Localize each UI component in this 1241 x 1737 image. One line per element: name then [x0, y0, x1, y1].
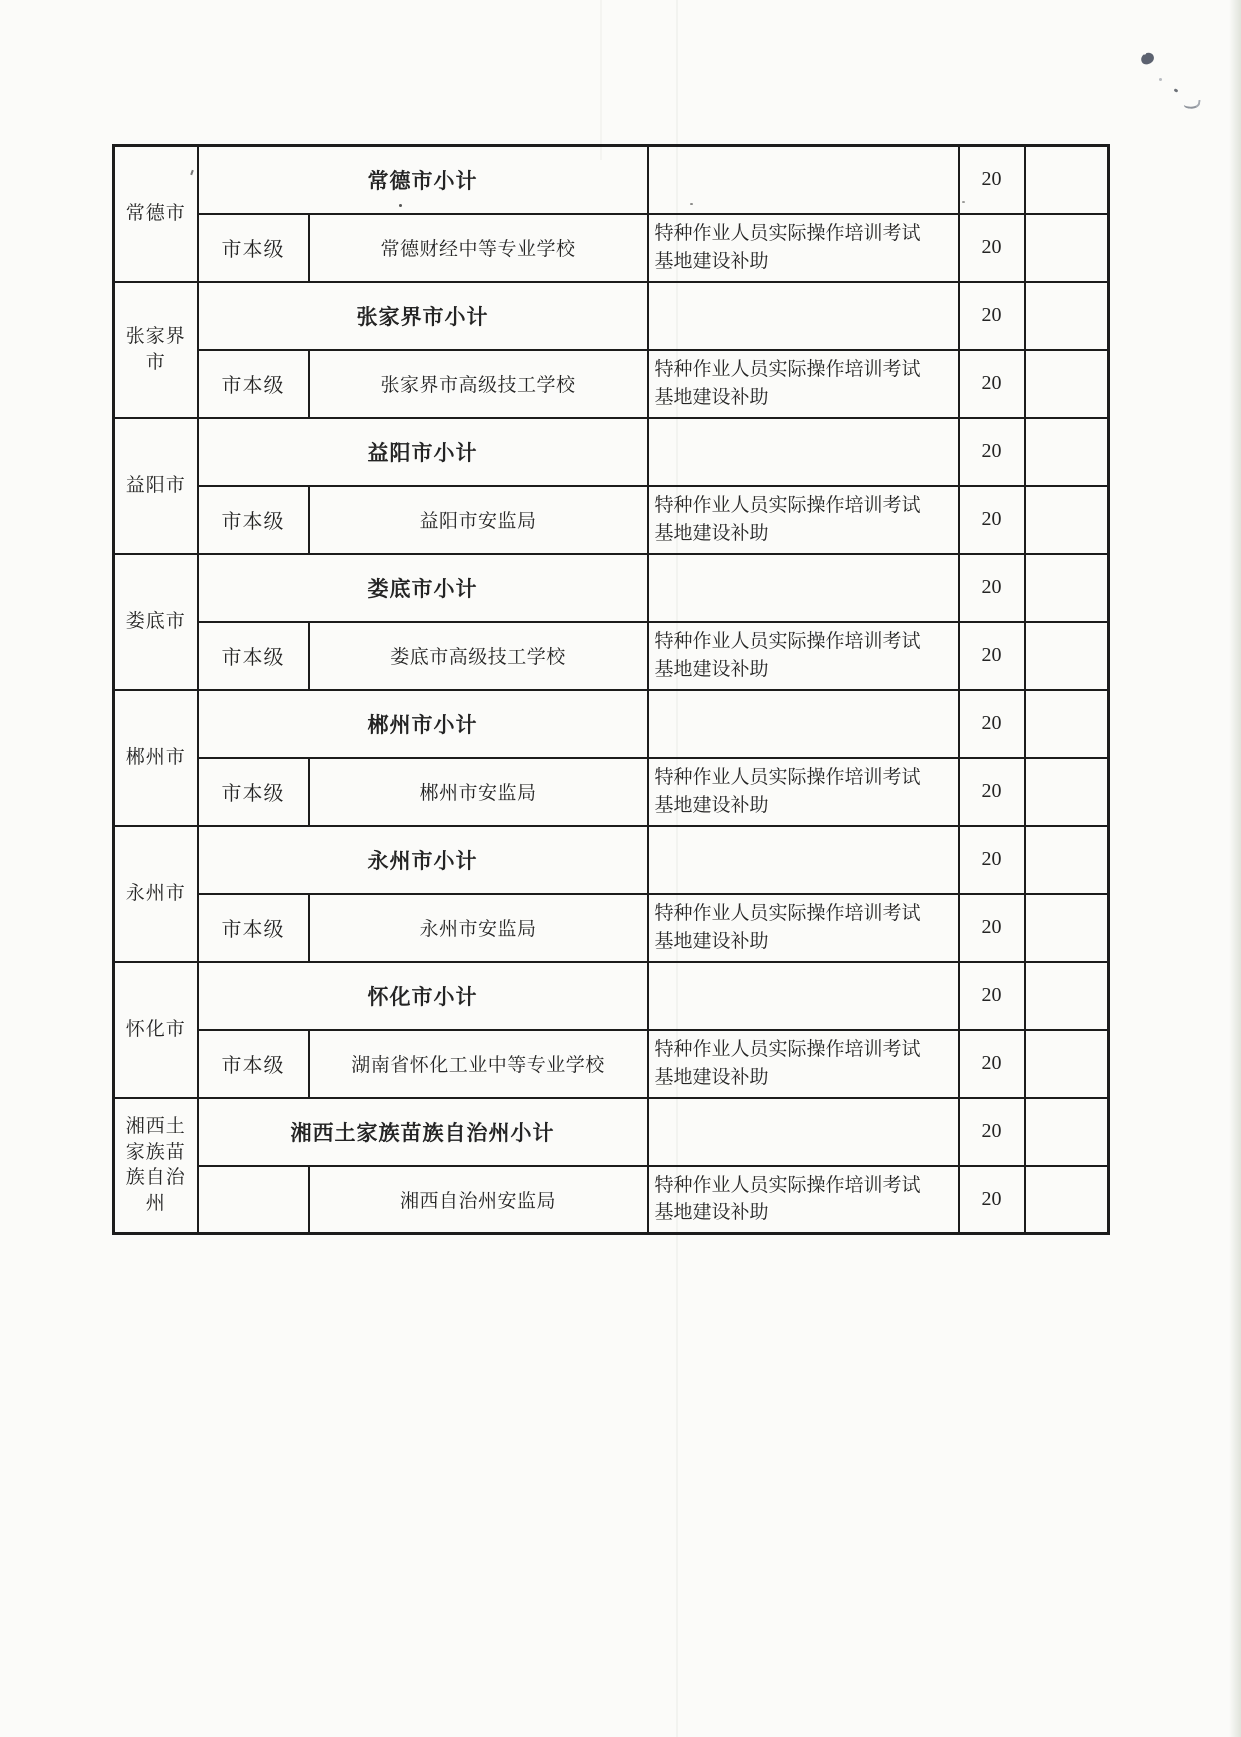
project-cell-empty: [648, 826, 959, 894]
empty-cell: [1025, 962, 1109, 1030]
city-name-cell: 湘西土家族苗族自治州: [114, 1098, 198, 1234]
detail-row: [114, 214, 1109, 282]
amount-cell: 20: [959, 486, 1025, 554]
project-description-cell: [648, 894, 959, 962]
detail-row: [114, 894, 1109, 962]
city-subtotal-label-cell: 永州市小计: [198, 826, 648, 894]
city-subtotal-label-cell: 益阳市小计: [198, 418, 648, 486]
project-cell-empty: [648, 418, 959, 486]
detail-row: [114, 1166, 1109, 1234]
empty-cell: [1025, 1166, 1109, 1234]
institution-cell: 湖南省怀化工业中等专业学校: [309, 1030, 648, 1098]
project-line-1: 特种作业人员实际操作培训考试: [654, 222, 921, 244]
empty-cell: [1025, 826, 1109, 894]
subtotal-row: [114, 690, 1109, 758]
institution-cell: 娄底市高级技工学校: [309, 622, 648, 690]
institution-cell: 郴州市安监局: [309, 758, 648, 826]
city-subtotal-label-cell: 怀化市小计: [198, 962, 648, 1030]
empty-cell: [1025, 214, 1109, 282]
project-description-cell: [648, 350, 959, 418]
project-line-2: 基地建设补助: [654, 930, 769, 952]
subtotal-row: [114, 282, 1109, 350]
subtotal-amount-cell: 20: [959, 554, 1025, 622]
city-subtotal-label-cell: 常德市小计: [198, 146, 648, 214]
subtotal-amount-cell: 20: [959, 826, 1025, 894]
institution-cell: 永州市安监局: [309, 894, 648, 962]
project-line-1: 特种作业人员实际操作培训考试: [654, 766, 921, 788]
subtotal-row: [114, 554, 1109, 622]
city-name-cell: 益阳市: [114, 418, 198, 554]
scan-edge-shadow: [1229, 0, 1241, 1737]
budget-level-cell: 市本级: [198, 894, 309, 962]
empty-cell: [1025, 758, 1109, 826]
project-cell-empty: [648, 146, 959, 214]
project-line-2: 基地建设补助: [654, 522, 769, 544]
allocation-table: [112, 144, 1110, 1235]
detail-row: [114, 1030, 1109, 1098]
empty-cell: [1025, 418, 1109, 486]
empty-cell: [1025, 894, 1109, 962]
amount-cell: 20: [959, 622, 1025, 690]
empty-cell: [1025, 1030, 1109, 1098]
subtotal-amount-cell: 20: [959, 146, 1025, 214]
empty-cell: [1025, 486, 1109, 554]
project-cell-empty: [648, 282, 959, 350]
ink-speck: [1159, 78, 1162, 81]
institution-cell: 湘西自治州安监局: [309, 1166, 648, 1234]
empty-cell: [1025, 1098, 1109, 1166]
amount-cell: 20: [959, 214, 1025, 282]
project-cell-empty: [648, 554, 959, 622]
budget-level-cell: 市本级: [198, 486, 309, 554]
city-name-cell: 张家界市: [114, 282, 198, 418]
project-line-1: 特种作业人员实际操作培训考试: [654, 630, 921, 652]
amount-cell: 20: [959, 350, 1025, 418]
institution-cell: 张家界市高级技工学校: [309, 350, 648, 418]
ink-speck: [1140, 51, 1156, 65]
budget-level-cell: [198, 1166, 309, 1234]
project-description-cell: [648, 758, 959, 826]
city-subtotal-label-cell: 娄底市小计: [198, 554, 648, 622]
subtotal-row: [114, 146, 1109, 214]
budget-level-cell: 市本级: [198, 758, 309, 826]
project-cell-empty: [648, 962, 959, 1030]
subtotal-row: [114, 826, 1109, 894]
amount-cell: 20: [959, 1030, 1025, 1098]
project-description-cell: [648, 622, 959, 690]
subtotal-row: [114, 1098, 1109, 1166]
subtotal-amount-cell: 20: [959, 690, 1025, 758]
empty-cell: [1025, 690, 1109, 758]
institution-cell: 益阳市安监局: [309, 486, 648, 554]
subtotal-amount-cell: 20: [959, 962, 1025, 1030]
budget-level-cell: 市本级: [198, 214, 309, 282]
empty-cell: [1025, 350, 1109, 418]
city-subtotal-label-cell: 郴州市小计: [198, 690, 648, 758]
fold-crease-line: [600, 0, 602, 160]
subtotal-amount-cell: 20: [959, 418, 1025, 486]
project-line-2: 基地建设补助: [654, 386, 769, 408]
detail-row: [114, 350, 1109, 418]
subtotal-amount-cell: 20: [959, 1098, 1025, 1166]
table-body: [114, 146, 1109, 1234]
detail-row: [114, 758, 1109, 826]
project-description-cell: [648, 1166, 959, 1234]
empty-cell: [1025, 146, 1109, 214]
ink-curl-mark: [1183, 98, 1200, 110]
project-cell-empty: [648, 690, 959, 758]
project-line-1: 特种作业人员实际操作培训考试: [654, 358, 921, 380]
city-name-cell: 郴州市: [114, 690, 198, 826]
city-name-cell: 怀化市: [114, 962, 198, 1098]
amount-cell: 20: [959, 758, 1025, 826]
project-description-cell: [648, 214, 959, 282]
budget-level-cell: 市本级: [198, 622, 309, 690]
budget-level-cell: 市本级: [198, 350, 309, 418]
project-description-cell: [648, 1030, 959, 1098]
project-line-1: 特种作业人员实际操作培训考试: [654, 1174, 921, 1196]
detail-row: [114, 622, 1109, 690]
project-cell-empty: [648, 1098, 959, 1166]
city-name-cell: 娄底市: [114, 554, 198, 690]
empty-cell: [1025, 554, 1109, 622]
institution-cell: 常德财经中等专业学校: [309, 214, 648, 282]
city-subtotal-label-cell: 湘西土家族苗族自治州小计: [198, 1098, 648, 1166]
city-name-cell: 常德市: [114, 146, 198, 282]
project-line-1: 特种作业人员实际操作培训考试: [654, 494, 921, 516]
empty-cell: [1025, 622, 1109, 690]
project-line-1: 特种作业人员实际操作培训考试: [654, 902, 921, 924]
ink-speck: [1174, 88, 1179, 93]
budget-level-cell: 市本级: [198, 1030, 309, 1098]
project-line-2: 基地建设补助: [654, 658, 769, 680]
detail-row: [114, 486, 1109, 554]
city-subtotal-label-cell: 张家界市小计: [198, 282, 648, 350]
project-line-2: 基地建设补助: [654, 1066, 769, 1088]
subtotal-row: [114, 962, 1109, 1030]
city-name-cell: 永州市: [114, 826, 198, 962]
subtotal-row: [114, 418, 1109, 486]
amount-cell: 20: [959, 894, 1025, 962]
subtotal-amount-cell: 20: [959, 282, 1025, 350]
empty-cell: [1025, 282, 1109, 350]
project-line-2: 基地建设补助: [654, 794, 769, 816]
project-line-2: 基地建设补助: [654, 1202, 769, 1224]
project-line-1: 特种作业人员实际操作培训考试: [654, 1038, 921, 1060]
amount-cell: 20: [959, 1166, 1025, 1234]
project-line-2: 基地建设补助: [654, 250, 769, 272]
project-description-cell: [648, 486, 959, 554]
